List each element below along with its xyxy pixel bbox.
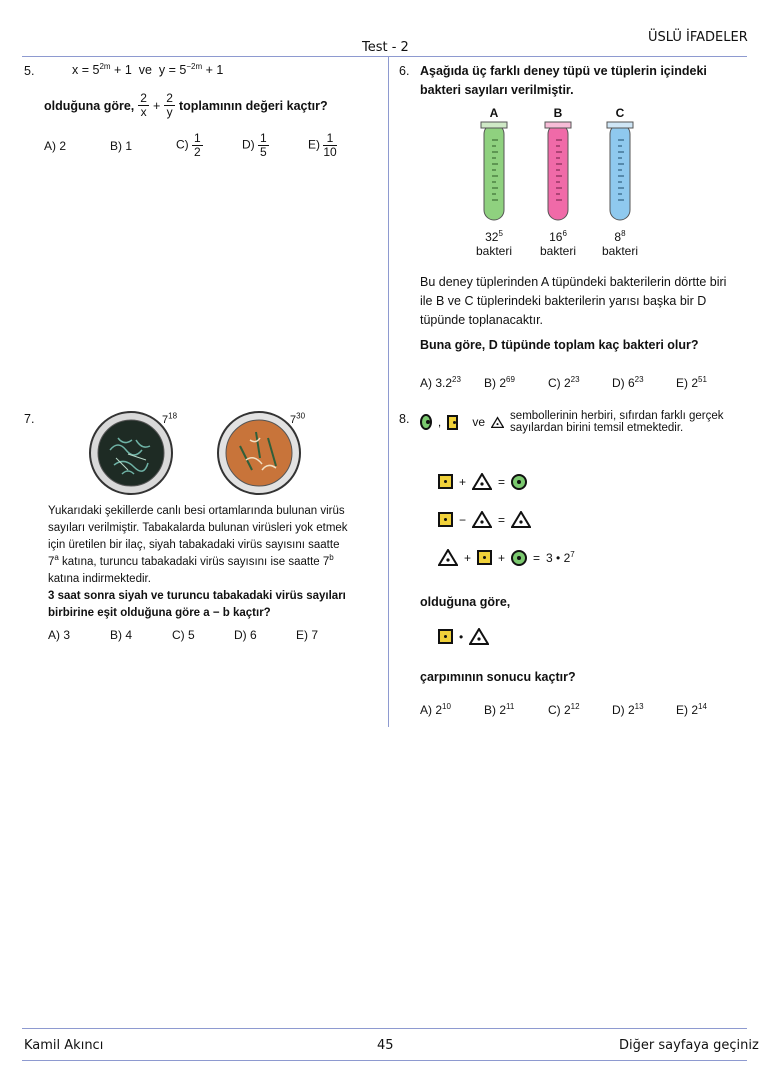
choice-b[interactable]: B) $2^{69}$	[484, 375, 515, 390]
choice-e[interactable]: E) 7	[296, 628, 319, 642]
triangle-symbol-icon	[491, 414, 504, 431]
circle-symbol-icon	[420, 414, 432, 430]
question-8-number: 8.	[399, 412, 410, 426]
topic-title: ÜSLÜ İFADELER	[648, 30, 748, 45]
question-6-choices	[420, 376, 740, 390]
footer-author: Kamil Akıncı	[24, 1038, 104, 1053]
triangle-symbol-icon	[472, 473, 492, 490]
next-page-note: Diğer sayfaya geçiniz	[619, 1038, 759, 1053]
column-divider	[388, 57, 389, 727]
footer-rule-top	[22, 1028, 747, 1029]
question-5-given: $x = 5^{2m} + 1$ ve $y = 5^{-2m} + 1$	[72, 61, 224, 77]
orange-dish-count: $7^{30}$	[290, 411, 306, 426]
page-number: 45	[377, 1038, 394, 1053]
choice-c[interactable]: C) 5	[172, 628, 195, 642]
tube-c-icon	[590, 120, 650, 230]
triangle-symbol-icon	[469, 628, 489, 645]
choice-b[interactable]: B) $2^{11}$	[484, 702, 515, 717]
petri-dishes-figure	[88, 410, 318, 496]
triangle-symbol-icon	[511, 511, 531, 528]
question-7-number: 7.	[24, 412, 35, 426]
choice-a[interactable]: A) $2^{10}$	[420, 702, 451, 717]
black-dish-count: $7^{18}$	[162, 411, 178, 426]
equation-2: − =	[438, 511, 531, 528]
question-7-body: Yukarıdaki şekillerde canlı besi ortamlarında bulunan virüs sayıları verilmiştir. Tabakalarda bulunan virüsleri yok etmek için üretilen bir ilaç, siyah tabakadaki virüs sayısını saatte 7$^a$ katına, turuncu tabakadaki virüs sayısını ise saatte 7$^b$ katına indirmektedir.	[48, 505, 348, 585]
tube-a: A $32^5$ bakteri	[464, 106, 524, 258]
question-7-question: 3 saat sonra siyah ve turuncu tabakadaki virüs sayıları birbirine eşit olduğuna göre a − b kaçtır?	[48, 590, 346, 619]
square-symbol-icon	[438, 512, 453, 527]
choice-b[interactable]: B) 4	[110, 628, 133, 642]
square-symbol-icon	[438, 474, 453, 489]
question-7-choices	[48, 628, 358, 642]
equation-1: + =	[438, 473, 527, 490]
question-6-question: Buna göre, D tüpünde toplam kaç bakteri olur?	[420, 338, 699, 352]
choice-d[interactable]: D) $2^{13}$	[612, 702, 644, 717]
choice-e[interactable]: E) $2^{14}$	[676, 702, 707, 717]
footer-rule-bottom	[22, 1060, 747, 1061]
tube-a-icon	[464, 120, 524, 230]
circle-symbol-icon	[511, 474, 527, 490]
choice-d[interactable]: D) 6	[234, 628, 257, 642]
product-expression: •	[438, 628, 489, 645]
choice-a[interactable]: A) $3.2^{23}$	[420, 375, 461, 390]
question-5-number: 5.	[24, 64, 35, 78]
question-5-stem: olduğuna göre, $\frac{2}{x}$ + $\frac{2}{y}$ toplamının değeri kaçtır?	[44, 91, 328, 119]
choice-c[interactable]: C) $2^{23}$	[548, 375, 580, 390]
choice-e[interactable]: E) $\frac{1}{10}$	[308, 131, 337, 159]
triangle-symbol-icon	[472, 511, 492, 528]
choice-a[interactable]: A) 3	[48, 628, 71, 642]
choice-c[interactable]: C) $\frac{1}{2}$	[176, 131, 201, 159]
choice-a[interactable]: A) 2	[44, 138, 67, 153]
choice-e[interactable]: E) $2^{51}$	[676, 375, 707, 390]
choice-d[interactable]: D) $6^{23}$	[612, 375, 644, 390]
header-rule	[22, 56, 747, 57]
triangle-symbol-icon	[438, 549, 458, 566]
test-label: Test - 2	[362, 40, 409, 55]
question-6-body: Bu deney tüplerinden A tüpündeki bakterilerin dörtte biri ile B ve C tüplerindeki bakterilerin yarısı başka bir D tüpünde toplanacaktır.	[420, 275, 727, 327]
choice-b[interactable]: B) 1	[110, 138, 133, 153]
question-8-choices	[420, 703, 740, 717]
test-tubes-figure	[464, 106, 664, 262]
question-8-symbols: , ve sembollerinin herbiri, sıfırdan farklı gerçek sayılardan birini temsil etmektedir.	[420, 410, 764, 434]
question-6-number: 6.	[399, 64, 410, 78]
square-symbol-icon	[447, 415, 458, 430]
question-6-stem: Aşağıda üç farklı deney tüpü ve tüplerin içindeki bakteri sayıları verilmiştir.	[420, 64, 707, 97]
question-8-question: çarpımının sonucu kaçtır?	[420, 670, 576, 684]
question-5-choices	[44, 132, 374, 159]
tube-b-icon	[528, 120, 588, 230]
circle-symbol-icon	[511, 550, 527, 566]
tube-c: C $8^8$ bakteri	[590, 106, 650, 258]
tube-b: B $16^6$ bakteri	[528, 106, 588, 258]
square-symbol-icon	[477, 550, 492, 565]
choice-d[interactable]: D) $\frac{1}{5}$	[242, 131, 267, 159]
question-8-lead: olduğuna göre,	[420, 595, 511, 609]
square-symbol-icon	[438, 629, 453, 644]
equation-3: + + = 3 • $2^7$	[438, 549, 575, 566]
choice-c[interactable]: C) $2^{12}$	[548, 702, 580, 717]
